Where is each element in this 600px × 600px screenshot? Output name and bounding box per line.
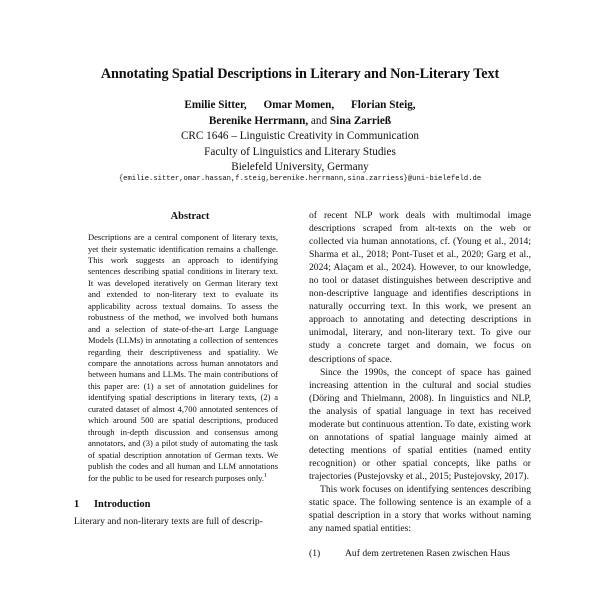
intro-paragraph: Literary and non-literary texts are full of descrip- bbox=[74, 516, 263, 528]
body-paragraph: Since the 1990s, the concept of space has gained increasing attention in the cultural and social studies (Döring and Thielmann, 2008). In linguistics and NLP, the analysis of spatial language in text has received moderate but continuous attention. To date, existing work on annotations of spatial language mainly aimed at detecting mentions of spatial entities (named entity recognition) or other spatial concepts, like paths or trajectories (Pustejovsky et al., 2015; Pustejovsky, 2017). bbox=[309, 366, 531, 482]
author-line-1 bbox=[40, 98, 560, 114]
author-conjunction: and bbox=[310, 114, 328, 127]
author-name: Sina Zarrieß bbox=[329, 114, 392, 127]
abstract-text: Descriptions are a central component of literary texts, yet their systematic identification remains a challenge. This work suggests an approach to identifying sentences describing spatial conditions in literary text. It was developed iteratively on German literary text and extended to non-literary text to evaluate its applicability across textual domains. To assess the robustness of the method, we involved both humans and a selection of state-of-the-art Large Language Models (LLMs) in annotating a collection of sentences regarding their descriptiveness and spatiality. We compare the annotations across human annotators and between humans and LLMs. The main contributions of this paper are: (1) a set of annotation guidelines for identifying spatial descriptions in literary texts, (2) a curated dataset of almost 4,700 annotated sentences of which around 500 are spatial descriptions, produced through in-depth discussion and consensus among annotators, and (3) a pilot study of automating the task of spatial description annotation of German texts. We publish the codes and all human and LLM annotations for the public to be used for research purposes only. bbox=[88, 232, 278, 483]
author-name: Emilie Sitter, bbox=[184, 99, 247, 111]
section-title: Introduction bbox=[94, 499, 151, 511]
author-block bbox=[40, 98, 560, 176]
section-heading-introduction bbox=[74, 498, 294, 511]
abstract-heading: Abstract bbox=[170, 211, 210, 222]
abstract-body bbox=[88, 232, 278, 484]
affiliation-line: Bielefeld University, Germany bbox=[231, 161, 369, 173]
affiliation-line: Faculty of Linguistics and Literary Studies bbox=[204, 145, 396, 158]
author-name: Berenike Herrmann, bbox=[208, 114, 309, 127]
paper-title: Annotating Spatial Descriptions in Literary and Non-Literary Text bbox=[100, 66, 500, 82]
author-name: Florian Steig, bbox=[350, 99, 416, 111]
author-emails: {emilie.sitter,omar.hassan,f.steig,berenike.herrmann,sina.zarriess}@uni-bielefeld.de bbox=[118, 175, 482, 183]
example-number: (1) bbox=[309, 548, 321, 560]
section-number: 1 bbox=[74, 499, 80, 511]
right-column bbox=[309, 209, 531, 560]
author-name: Omar Momen, bbox=[263, 99, 335, 111]
author-line-2 bbox=[40, 114, 560, 130]
body-paragraph: of recent NLP work deals with multimodal image descriptions scraped from alt-texts on the web or collected via human annotations, cf. (Young et al., 2014; Sharma et al., 2018; Pont-Tuset et al., 2020; Garg et al., 2024; Alaçam et al., 2024). However, to our knowledge, no tool or dataset distinguishes between descriptive and non-descriptive language and identifies descriptions in naturally occurring text. In this work, we present an approach to annotating and detecting descriptions in unimodal, literary, and non-literary text. To give our study a concrete target and domain, we focus on descriptions of space. bbox=[309, 210, 531, 365]
affiliation-line: CRC 1646 – Linguistic Creativity in Communication bbox=[180, 130, 420, 142]
example-sentence bbox=[309, 547, 531, 560]
left-column bbox=[74, 206, 294, 528]
body-paragraph: This work focuses on identifying sentences describing static space. The following sentence is an example of a spatial description in a story that works without naming any named spatial entities: bbox=[309, 483, 531, 535]
footnote-mark: 1 bbox=[264, 472, 268, 479]
example-text: Auf dem zertretenen Rasen zwischen Haus bbox=[345, 548, 510, 560]
